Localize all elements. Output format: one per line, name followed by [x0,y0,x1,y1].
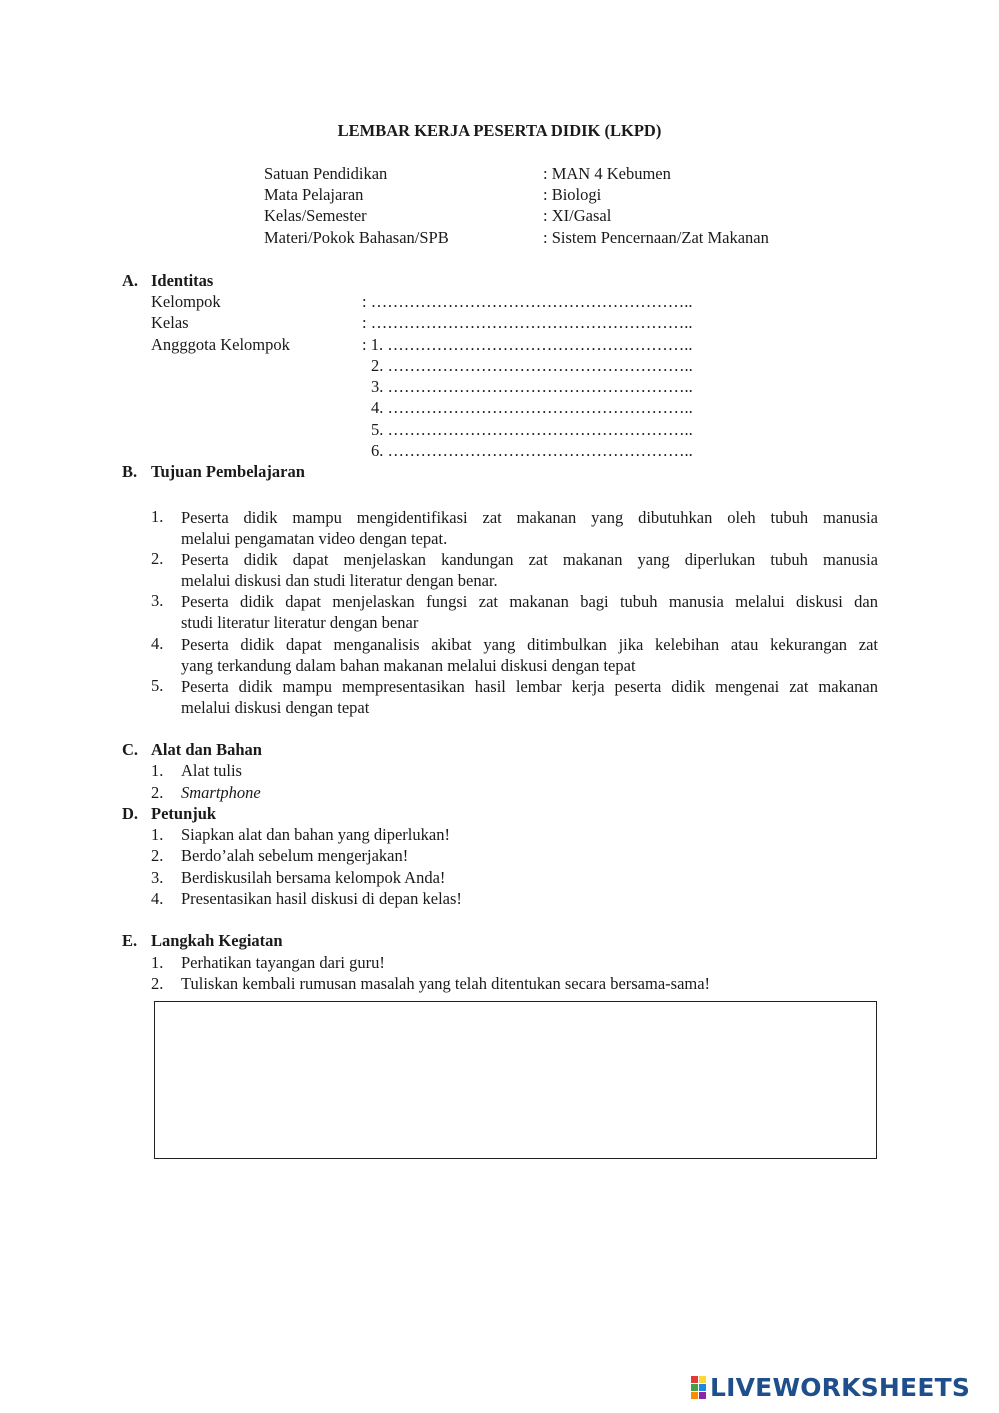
tujuan-item-4 [181,634,878,677]
tujuan-item-3-line2: studi literatur literatur dengan benar [181,613,419,633]
kelas-label: Kelas [151,313,189,332]
logo-mark-icon [691,1376,706,1399]
anggota-field-1[interactable]: : 1. ……………………………………………….. [362,335,693,354]
tujuan-item-4-line1: Peserta didik dapat menganalisis akibat yang ditimbulkan jika kelebihan atau kekurangan zat [181,635,878,654]
section-b-letter: B. [122,462,138,481]
alat-item-1: Alat tulis [181,761,242,780]
anggota-field-5[interactable]: 5. ……………………………………………….. [371,420,693,439]
logo-square-1 [691,1376,698,1383]
tujuan-item-1 [181,507,878,550]
logo-square-5 [691,1392,698,1399]
kelas-field[interactable]: : ………………………………………………….. [362,313,693,332]
anggota-field-4[interactable]: 4. ……………………………………………….. [371,398,693,417]
petunjuk-item-2: Berdo’alah sebelum mengerjakan! [181,846,409,865]
tujuan-item-5-line1: Peserta didik mampu mempresentasikan hasil lembar kerja peserta didik mengenai zat makanan [181,677,878,696]
anggota-field-2[interactable]: 2. ……………………………………………….. [371,356,693,375]
kelompok-field[interactable]: : ………………………………………………….. [362,292,693,311]
meta-label-materi: Materi/Pokok Bahasan/SPB [264,228,449,247]
alat-num-2: 2. [151,783,164,802]
section-a-title: Identitas [151,271,214,290]
logo-square-3 [691,1384,698,1391]
petunjuk-item-4: Presentasikan hasil diskusi di depan kelas! [181,889,462,908]
section-e-letter: E. [122,931,138,950]
petunjuk-num-1: 1. [151,825,164,844]
tujuan-item-1-line1: Peserta didik mampu mengidentifikasi zat makanan yang dibutuhkan oleh tubuh manusia [181,508,878,527]
meta-label-kelas: Kelas/Semester [264,206,367,225]
logo-square-2 [699,1376,706,1383]
page-title: LEMBAR KERJA PESERTA DIDIK (LKPD) [337,121,662,140]
tujuan-item-2 [181,549,878,592]
section-c-title: Alat dan Bahan [151,740,262,759]
tujuan-num-4: 4. [151,634,164,653]
langkah-item-1: Perhatikan tayangan dari guru! [181,953,385,972]
petunjuk-item-1: Siapkan alat dan bahan yang diperlukan! [181,825,450,844]
section-e-title: Langkah Kegiatan [151,931,283,950]
alat-num-1: 1. [151,761,164,780]
tujuan-item-3-line1: Peserta didik dapat menjelaskan fungsi zat makanan bagi tubuh manusia melalui diskusi dan [181,592,878,611]
petunjuk-num-3: 3. [151,868,164,887]
tujuan-num-5: 5. [151,676,164,695]
langkah-num-2: 2. [151,974,164,993]
section-c-letter: C. [122,740,139,759]
langkah-num-1: 1. [151,953,164,972]
logo-text: LIVEWORKSHEETS [710,1372,971,1402]
section-d-title: Petunjuk [151,804,217,823]
petunjuk-num-4: 4. [151,889,164,908]
tujuan-item-2-line2: melalui diskusi dan studi literatur dengan benar. [181,571,498,591]
meta-label-satuan: Satuan Pendidikan [264,164,388,183]
meta-value-satuan: : MAN 4 Kebumen [543,164,671,183]
answer-box[interactable] [154,1001,877,1159]
tujuan-item-4-line2: yang terkandung dalam bahan makanan melalui diskusi dengan tepat [181,656,636,676]
section-a-letter: A. [122,271,139,290]
petunjuk-item-3: Berdiskusilah bersama kelompok Anda! [181,868,446,887]
tujuan-item-1-line2: melalui pengamatan video dengan tepat. [181,529,448,549]
anggota-label: Angggota Kelompok [151,335,290,354]
anggota-field-6[interactable]: 6. ……………………………………………….. [371,441,693,460]
tujuan-num-1: 1. [151,507,164,526]
alat-item-2: Smartphone [181,783,261,802]
tujuan-item-2-line1: Peserta didik dapat menjelaskan kandungan zat makanan yang diperlukan tubuh manusia [181,550,878,569]
meta-value-kelas: : XI/Gasal [543,206,612,225]
section-b-title: Tujuan Pembelajaran [151,462,305,481]
langkah-item-2: Tuliskan kembali rumusan masalah yang telah ditentukan secara bersama-sama! [181,974,711,993]
tujuan-item-5 [181,676,878,719]
tujuan-item-5-line2: melalui diskusi dengan tepat [181,698,370,718]
liveworksheets-logo [691,1372,970,1402]
anggota-field-3[interactable]: 3. ……………………………………………….. [371,377,693,396]
meta-value-materi: : Sistem Pencernaan/Zat Makanan [543,228,769,247]
meta-label-mapel: Mata Pelajaran [264,185,364,204]
kelompok-label: Kelompok [151,292,221,311]
tujuan-num-2: 2. [151,549,164,568]
petunjuk-num-2: 2. [151,846,164,865]
meta-value-mapel: : Biologi [543,185,602,204]
tujuan-num-3: 3. [151,591,164,610]
logo-square-4 [699,1384,706,1391]
section-d-letter: D. [122,804,139,823]
logo-square-6 [699,1392,706,1399]
tujuan-item-3 [181,591,878,634]
